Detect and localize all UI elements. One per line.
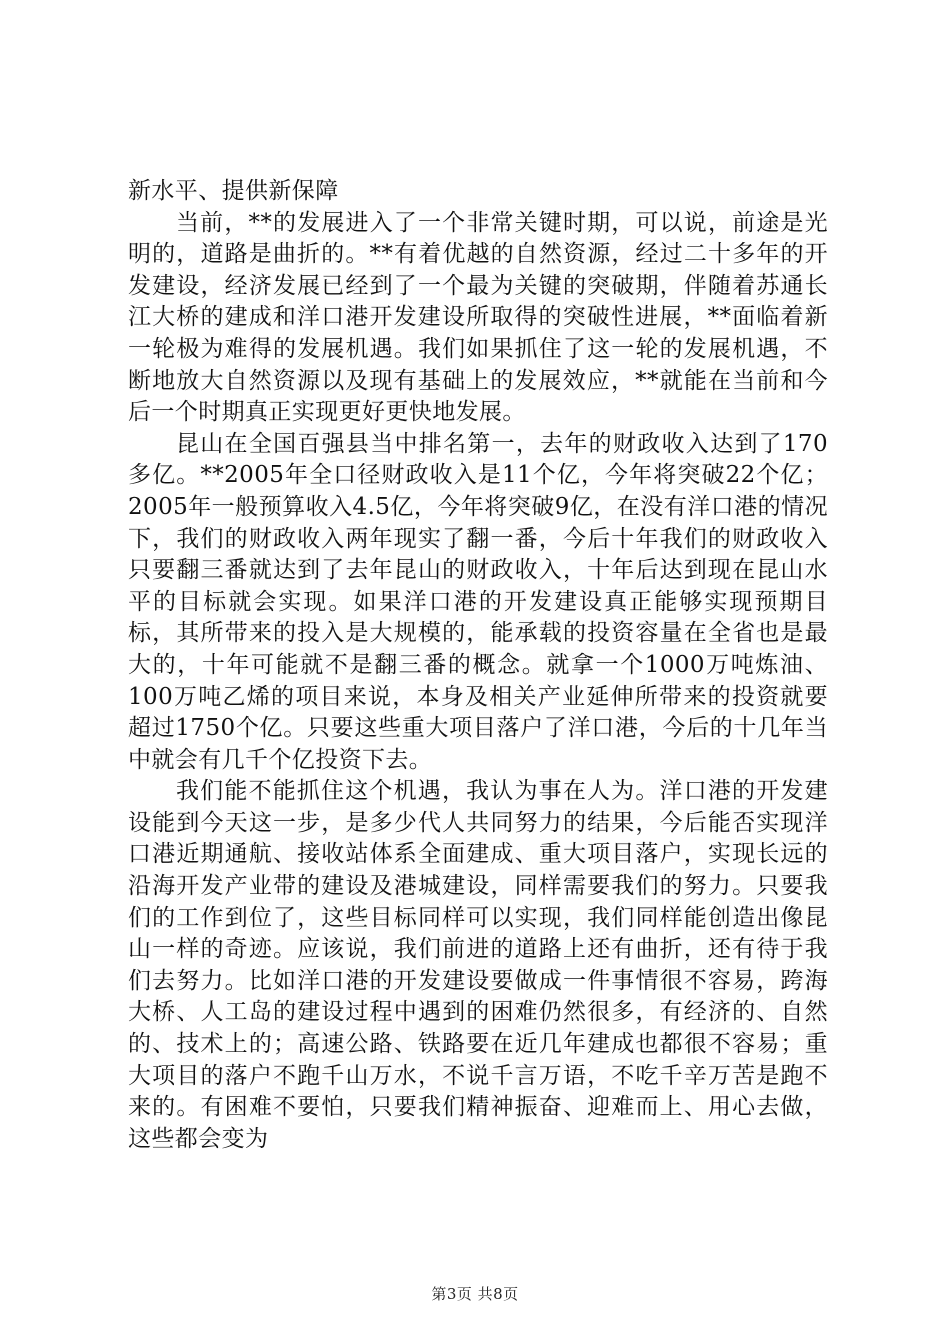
page-number-footer: 第3页 共8页 [431,1285,519,1303]
continued-line: 新水平、提供新保障 [128,178,339,204]
paragraph-seize-opportunity: 我们能不能抓住这个机遇，我认为事在人为。洋口港的开发建设能到今天这一步，是多少代人共同努力的结果，今后能否实现洋口港近期通航、接收站体系全面建成、重大项目落户，实现长远的沿海开发产业带的建设及港城建设，同样需要我们的努力。只要我们的工作到位了，这些目标同样可以实现，我们同样能创造出像昆山一样的奇迹。应该说，我们前进的道路上还有曲折，还有待于我们去努力。比如洋口港的开发建设要做成一件事情很不容易，跨海大桥、人工岛的建设过程中遇到的困难仍然很多，有经济的、自然的、技术上的；高速公路、铁路要在近几年建成也都很不容易；重大项目的落户不跑千山万水，不说千言万语，不吃千辛万苦是跑不来的。有困难不要怕，只要我们精神振奋、迎难而上、用心去做，这些都会变为 [128,778,828,1152]
paragraph-development-opportunity: 当前，**的发展进入了一个非常关键时期，可以说，前途是光明的，道路是曲折的。**有着优越的自然资源，经过二十多年的开发建设，经济发展已经到了一个最为关键的突破期，伴随着苏通长江大桥的建成和洋口港开发建设所取得的突破性进展，**面临着新一轮极为难得的发展机遇。我们如果抓住了这一轮的发展机遇，不断地放大自然资源以及现有基础上的发展效应，**就能在当前和今后一个时期真正实现更好更快地发展。 [128,209,828,426]
paragraph-kunshan-comparison: 昆山在全国百强县当中排名第一，去年的财政收入达到了170多亿。**2005年全口径财政收入是11个亿，今年将突破22个亿；2005年一般预算收入4.5亿，今年将突破9亿，在没有洋口港的情况下，我们的财政收入两年现实了翻一番，今后十年我们的财政收入只要翻三番就达到了去年昆山的财政收入，十年后达到现在昆山水平的目标就会实现。如果洋口港的开发建设真正能够实现预期目标，其所带来的投入是大规模的，能承载的投资容量在全省也是最大的，十年可能就不是翻三番的概念。就拿一个1000万吨炼油、100万吨乙烯的项目来说，本身及相关产业延伸所带来的投资就要超过1750个亿。只要这些重大项目落户了洋口港，今后的十几年当中就会有几千个亿投资下去。 [128,430,828,773]
document-body [128,176,828,1155]
